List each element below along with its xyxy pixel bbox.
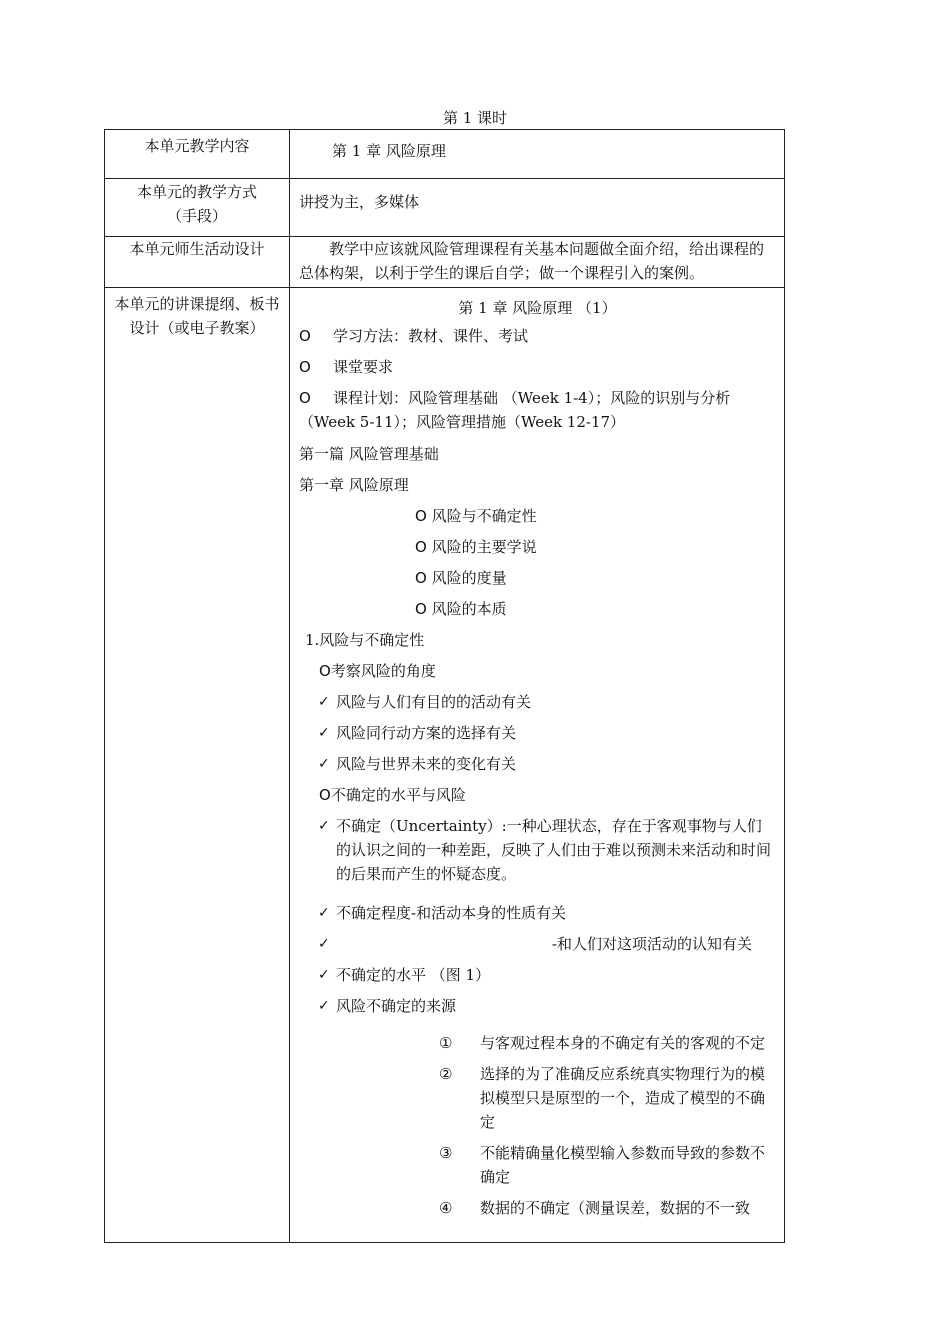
- checkmark-icon: ✓: [318, 967, 330, 983]
- bullet-text: 学习方法：教材、课件、考试: [333, 327, 529, 345]
- circle-bullet-icon: O: [299, 389, 311, 407]
- outline-heading: 第 1 章 风险原理 （1）: [458, 299, 617, 317]
- check-text: 风险同行动方案的选择有关: [336, 724, 517, 742]
- chapter-title: 第一章 风险原理: [299, 476, 409, 494]
- numbered-item: [299, 1141, 776, 1189]
- bullet-item: [299, 324, 776, 355]
- sub-item: [299, 597, 776, 628]
- check-item: [299, 690, 776, 721]
- numbered-text: 不能精确量化模型输入参数而导致的参数不确定: [480, 1144, 766, 1186]
- check-text: 风险与人们有目的的活动有关: [336, 693, 532, 711]
- bullet-item: [299, 386, 776, 442]
- check-item: [299, 721, 776, 752]
- check-text: 不确定（Uncertainty）:一种心理状态，存在于客观事物与人们的认识之间的一种差距，反映了人们由于难以预测未来活动和时间的后果而产生的怀疑态度。: [336, 817, 772, 883]
- sub-item: [299, 504, 776, 535]
- circled-number: ②: [439, 1065, 453, 1083]
- check-text: -和人们对这项活动的认知有关: [551, 935, 752, 953]
- bullet-text: 课堂要求: [333, 358, 394, 376]
- checkmark-icon: ✓: [318, 936, 330, 952]
- numbered-text: 与客观过程本身的不确定有关的客观的不定: [480, 1034, 766, 1052]
- check-item: [299, 994, 776, 1031]
- sub-item-text: 风险的度量: [431, 569, 507, 587]
- checkmark-icon: ✓: [318, 756, 330, 772]
- circled-number: ③: [439, 1144, 453, 1162]
- checkmark-icon: ✓: [318, 905, 330, 921]
- numbered-text: 数据的不确定（测量误差，数据的不一致: [480, 1199, 751, 1217]
- content-value: 第 1 章 风险原理: [332, 142, 446, 160]
- numbered-text: 选择的为了准确反应系统真实物理行为的模拟模型只是原型的一个，造成了模型的不确定: [480, 1065, 766, 1131]
- activity-label: 本单元师生活动设计: [105, 237, 290, 288]
- numbered-item: [299, 1062, 776, 1134]
- check-text: 风险与世界未来的变化有关: [336, 755, 517, 773]
- sub-item: [299, 535, 776, 566]
- method-label-line2: （手段）: [166, 207, 227, 225]
- sub-item-text: 风险的本质: [431, 600, 507, 618]
- numbered-item: [299, 1031, 776, 1055]
- circle-bullet-icon: O: [415, 569, 427, 587]
- check-item: [299, 814, 776, 901]
- circle-bullet-icon: O: [319, 786, 331, 804]
- circle-bullet-icon: O: [299, 358, 311, 376]
- checkmark-icon: ✓: [318, 998, 330, 1014]
- method-label: [105, 179, 290, 237]
- section-heading: 1.风险与不确定性: [305, 631, 425, 649]
- check-item: [299, 963, 776, 994]
- content-label: 本单元教学内容: [105, 130, 290, 179]
- sub-item-text: 风险与不确定性: [431, 507, 537, 525]
- circled-number: ①: [439, 1034, 453, 1052]
- check-text: 风险不确定的来源: [336, 997, 457, 1015]
- circle-bullet-icon: O: [319, 662, 331, 680]
- row-outline: [105, 288, 785, 1243]
- check-text: 不确定程度-和活动本身的性质有关: [336, 904, 567, 922]
- lesson-plan-table: [104, 129, 785, 1243]
- circled-number: ④: [439, 1199, 453, 1217]
- row-method: [105, 179, 785, 237]
- bullet-item: [299, 355, 776, 386]
- o-heading: [299, 783, 776, 814]
- o-heading: [299, 659, 776, 690]
- activity-value: 教学中应该就风险管理课程有关基本问题做全面介绍，给出课程的总体构架，以利于学生的课后自学；做一个课程引入的案例。: [299, 240, 765, 282]
- part-title: 第一篇 风险管理基础: [299, 445, 439, 463]
- outline-cell: [290, 288, 785, 1243]
- outline-label: 本单元的讲课提纲、板书设计（或电子教案）: [105, 288, 290, 1243]
- check-item: [299, 752, 776, 783]
- circle-bullet-icon: O: [299, 327, 311, 345]
- o-heading-text: 不确定的水平与风险: [330, 786, 466, 804]
- checkmark-icon: ✓: [318, 818, 330, 834]
- check-item: [299, 932, 776, 963]
- circle-bullet-icon: O: [415, 507, 427, 525]
- o-heading-text: 考察风险的角度: [330, 662, 436, 680]
- method-label-line1: 本单元的教学方式: [136, 183, 257, 201]
- row-content: [105, 130, 785, 179]
- check-text: 不确定的水平 （图 1）: [336, 966, 491, 984]
- method-value: 讲授为主，多媒体: [290, 179, 785, 237]
- sub-item: [299, 566, 776, 597]
- activity-cell: [290, 237, 785, 288]
- sub-item-text: 风险的主要学说: [431, 538, 537, 556]
- circle-bullet-icon: O: [415, 538, 427, 556]
- content-cell: [290, 130, 785, 179]
- page-title: 第 1 课时: [442, 109, 508, 127]
- numbered-item: [299, 1196, 776, 1220]
- checkmark-icon: ✓: [318, 694, 330, 710]
- checkmark-icon: ✓: [318, 725, 330, 741]
- row-activity: [105, 237, 785, 288]
- circle-bullet-icon: O: [415, 600, 427, 618]
- bullet-text: 课程计划：风险管理基础 （Week 1-4）；风险的识别与分析（Week 5-11）；风险管理措施（Week 12-17）: [299, 389, 731, 431]
- check-item: [299, 901, 776, 932]
